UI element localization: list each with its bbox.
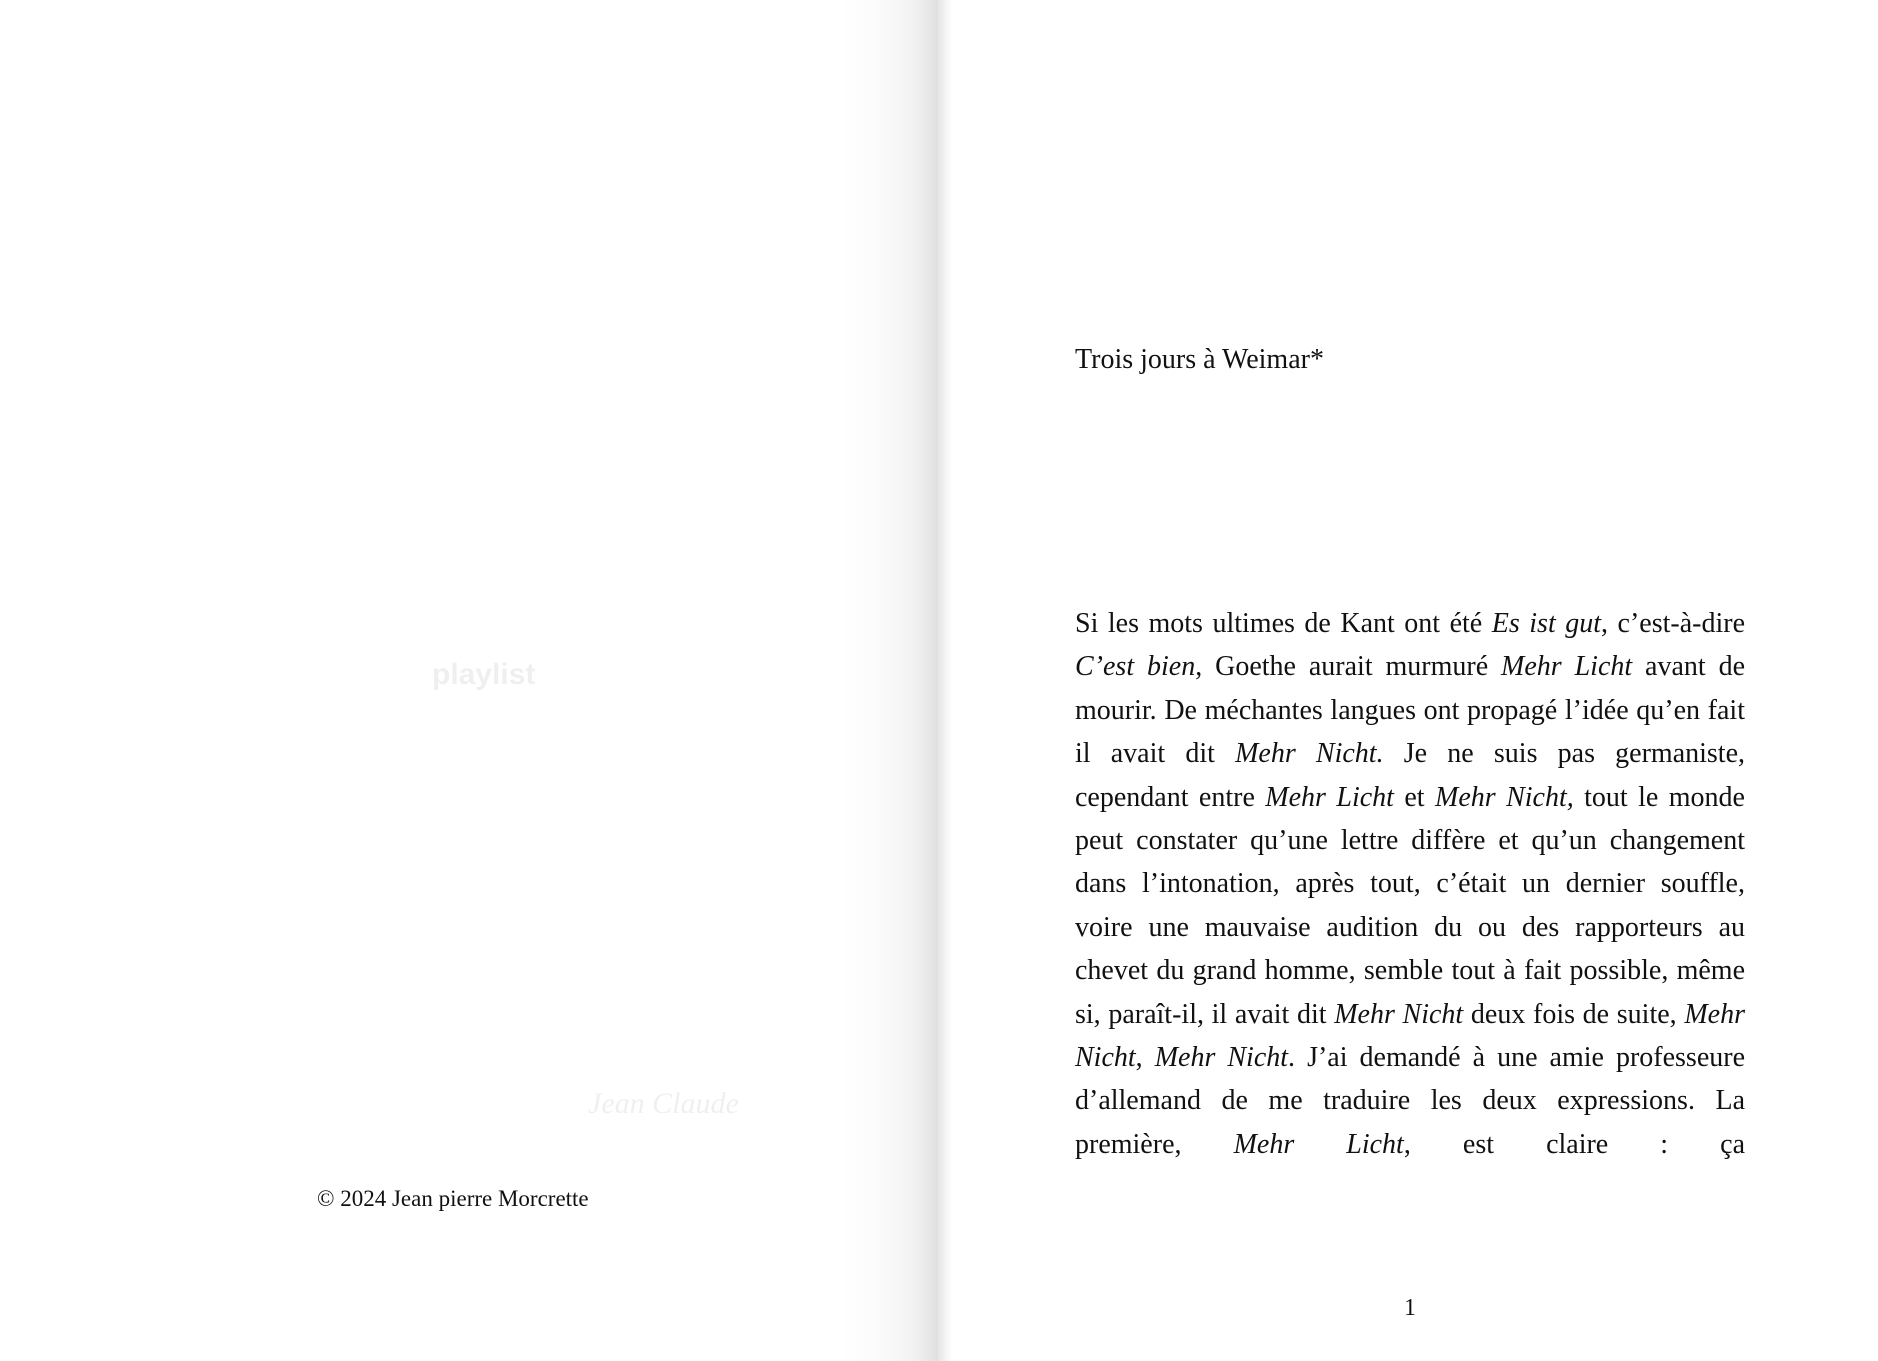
chapter-title: Trois jours à Weimar* [1075, 344, 1324, 375]
text-run: , [1135, 1042, 1155, 1074]
text-run: avant de mourir. De méchantes langues ont propagé l’idée qu’en fait il avait dit [1075, 651, 1746, 770]
italic-phrase: Es ist gut [1491, 608, 1602, 639]
text-run: . J’ai demandé à une amie professeure d’allemand de me traduire les deux expressions. La première, [1075, 1042, 1746, 1160]
italic-phrase: C’est bien [1075, 651, 1196, 683]
text-run: deux fois de suite, [1463, 998, 1685, 1030]
italic-phrase: Mehr Nicht. [1235, 738, 1384, 770]
left-page[interactable] [0, 0, 938, 1361]
show-through-text: playlist [432, 658, 536, 691]
italic-phrase: Mehr Licht [1233, 1128, 1404, 1160]
text-run: , Goethe aurait murmuré [1195, 651, 1502, 683]
italic-phrase: Mehr Licht [1265, 781, 1394, 813]
body-paragraph [1075, 602, 1745, 1166]
italic-phrase: Mehr Nicht [1154, 1042, 1289, 1074]
text-run: tout le monde peut constater qu’une lettre diffère et qu’un changement dans l’intonation, après tout, c’était un dernier souffle, voire une mauvaise audition du ou des rapporteurs au chevet du grand homme, semble tout à fait possible, même si, paraît-il, il avait dit [1075, 781, 1745, 1030]
text-run: Je ne suis pas germaniste, cependant entre [1075, 738, 1746, 813]
copyright-notice: © 2024 Jean pierre Morcrette [317, 1186, 589, 1211]
gutter-shadow [840, 0, 938, 1361]
text-run: , c’est-à-dire [1601, 608, 1745, 639]
show-through-text: Jean Claude [588, 1087, 739, 1120]
text-run: , est claire : ça [1403, 1128, 1745, 1160]
italic-phrase: Mehr Nicht [1075, 998, 1746, 1074]
text-run: et [1393, 781, 1435, 813]
text-run: Si les mots ultimes de Kant ont été [1075, 608, 1492, 639]
italic-phrase: Mehr Nicht [1334, 998, 1464, 1030]
page-number: 1 [1404, 1295, 1416, 1321]
page-edge-shadow [938, 0, 952, 1361]
italic-phrase: Mehr Licht [1501, 651, 1633, 683]
italic-phrase: Mehr Nicht, [1435, 781, 1574, 813]
